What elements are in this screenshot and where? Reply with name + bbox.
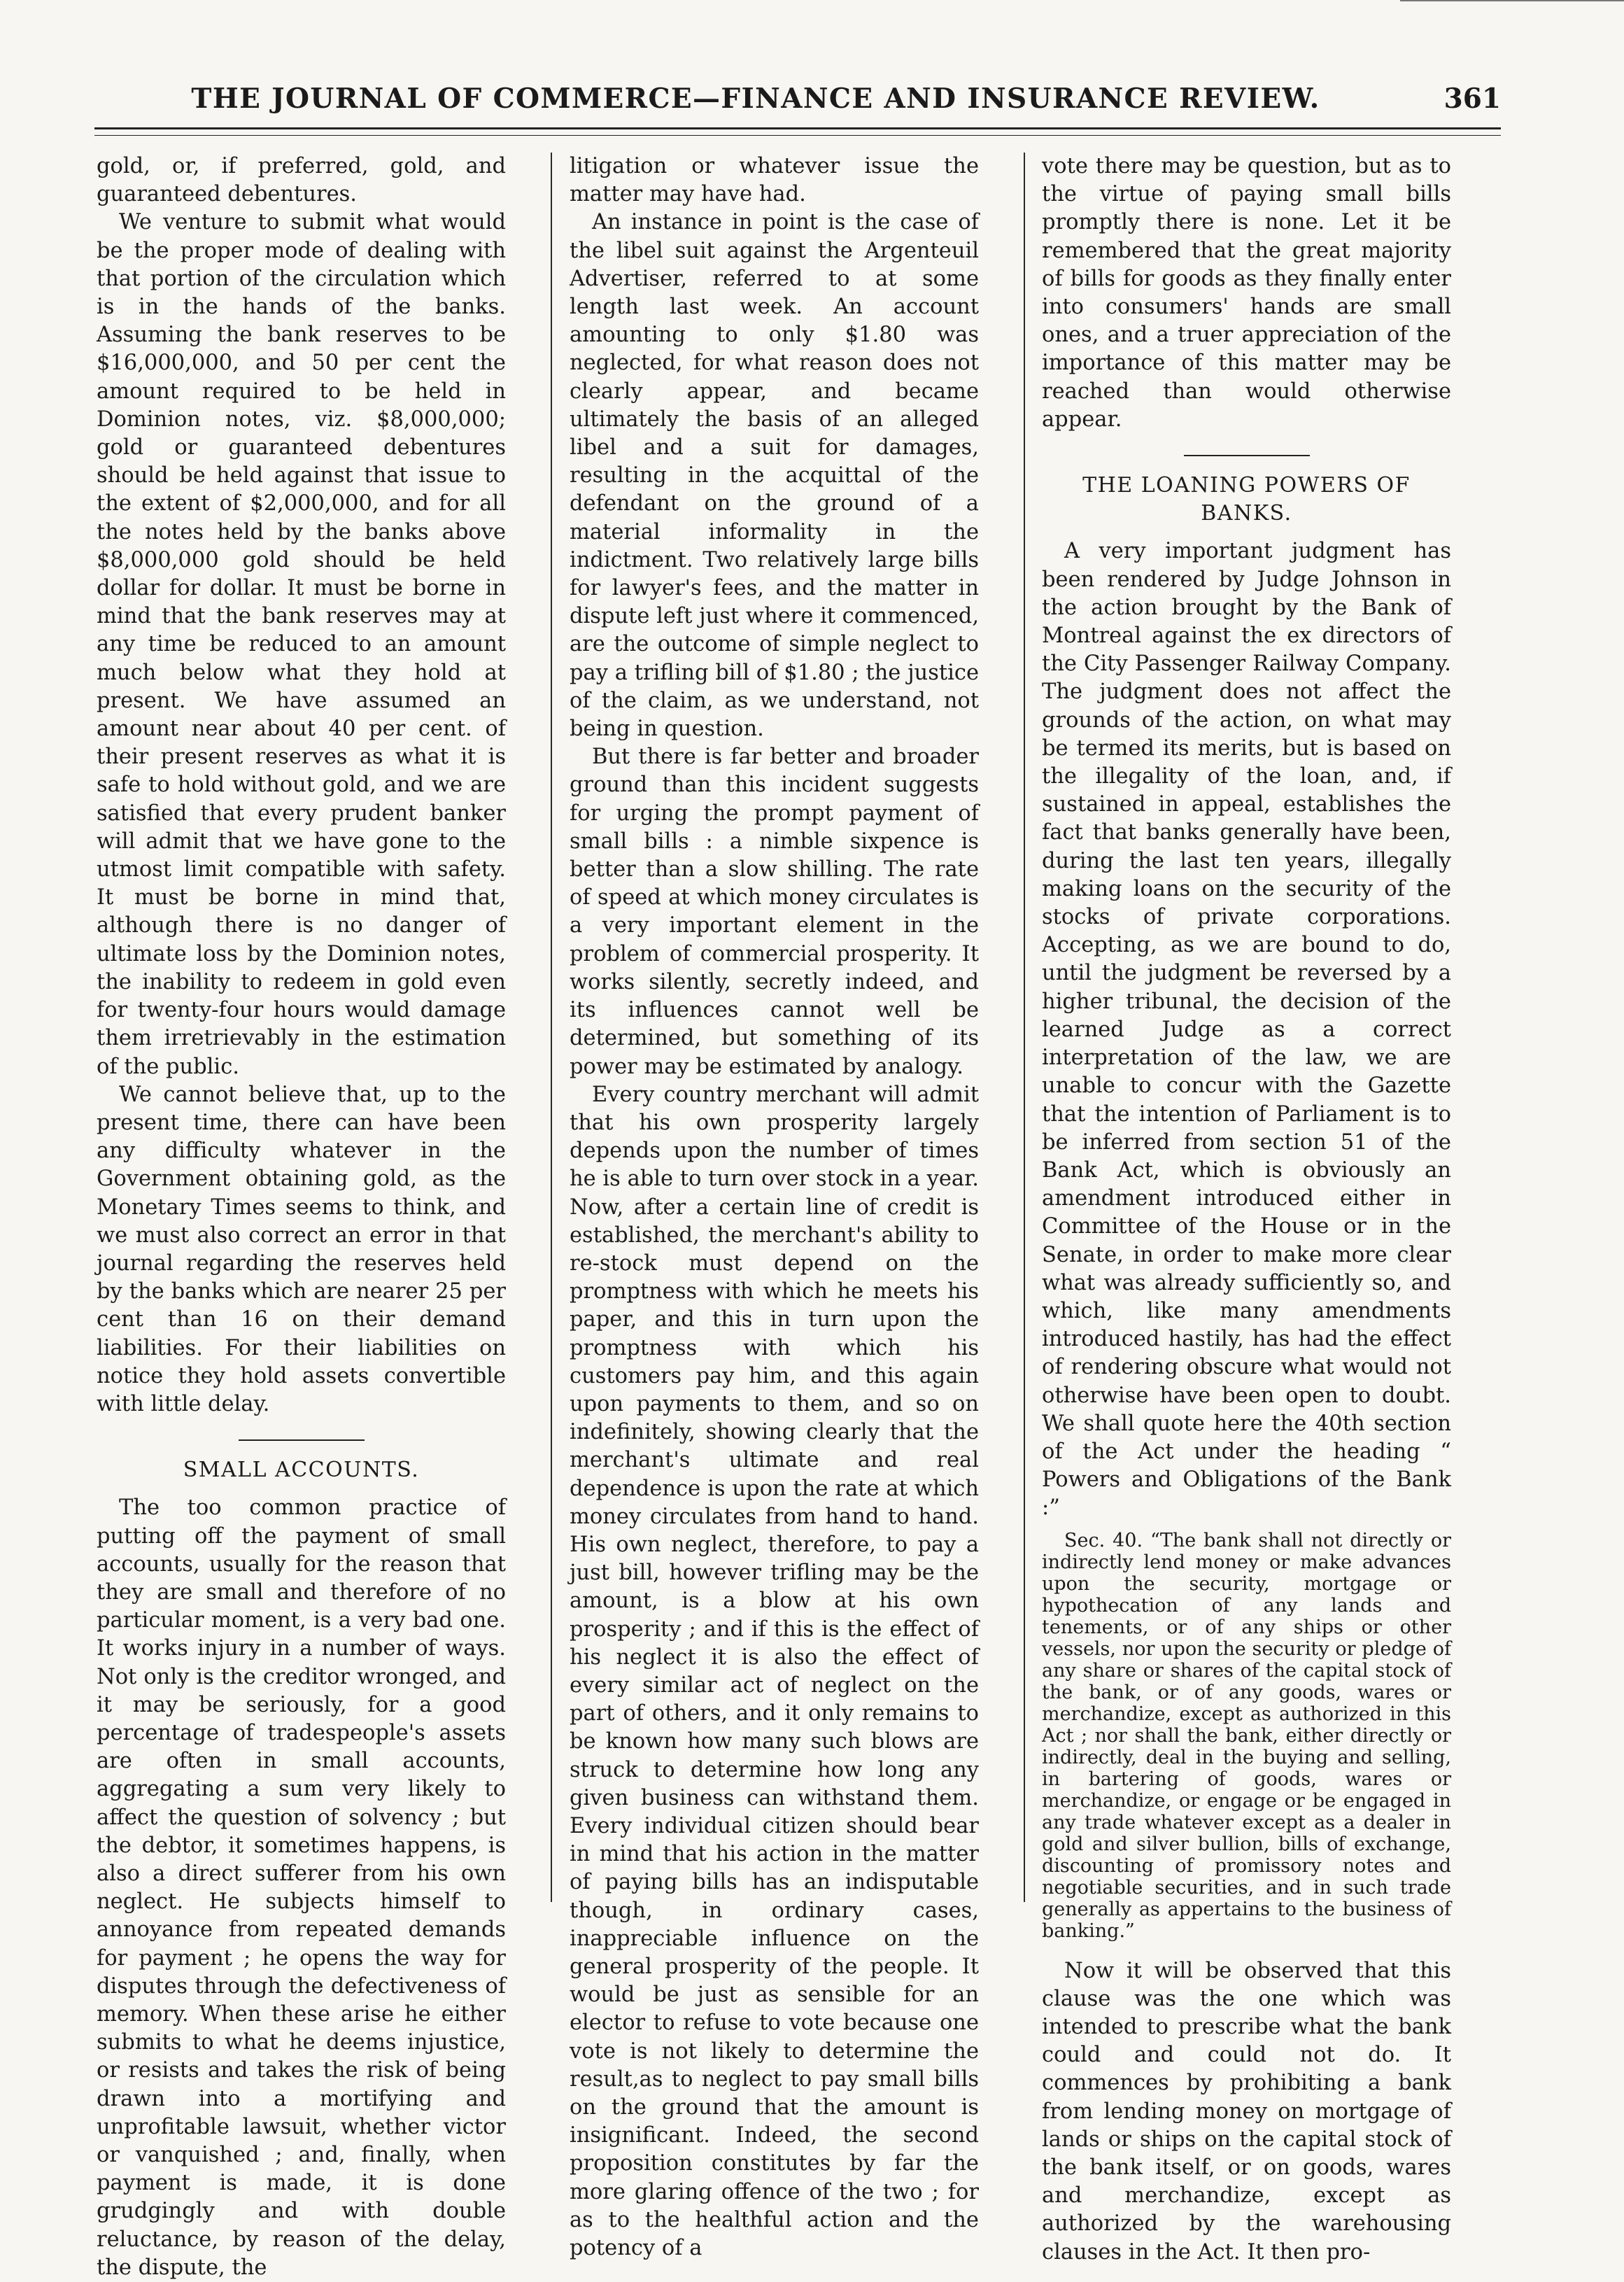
scan-edge-mark	[1400, 0, 1624, 6]
section-rule	[239, 1439, 365, 1441]
paragraph: We venture to submit what would be the proper mode of dealing with that portion of the circulation which is in the hands of the banks. Assuming the bank reserves to be $16,000,000, and 50 per cent the amount required to be held in Dominion notes, viz. $8,000,000; gold or guaranteed debentures should be held against that issue to the extent of $2,000,000, and for all the notes held by the banks above $8,000,000 gold should be held dollar for dollar. It must be borne in mind that the bank reserves may at any time be reduced to an amount much below what they hold at present. We have assumed an amount near about 40 per cent. of their present reserves as what it is safe to hold without gold, and we are satisfied that every prudent banker will admit that we have gone to the utmost limit compatible with safety. It must be borne in mind that, although there is no danger of ultimate loss by the Dominion notes, the inability to redeem in gold even for twenty-four hours would damage them irretrievably in the estimation of the public.	[97, 210, 506, 1079]
column-divider-1	[551, 153, 552, 1902]
paragraph: Now it will be observed that this clause was the one which was intended to prescribe what the bank could and could not do. It commences by prohibiting a bank from lending money on mortgage of lands or ships on the capital stock of the bank itself, or on goods, wares and merchandize, except as authorized by the warehousing clauses in the Act. It then pro-	[1042, 1958, 1451, 2265]
column-1	[97, 153, 506, 2282]
column-divider-2	[1024, 153, 1025, 1902]
quotation-text: Sec. 40. “The bank shall not directly or indirectly lend money or make advances upon the security, mortgage or hypothecation of any lands and tenements, or of any ships or other vessels, nor upon the security or pledge of any share or shares of the capital stock of the bank, or of any goods, wares or merchandize, except as authorized in this Act ; nor shall the bank, either directly or indirectly, deal in the buying and selling, in bartering of goods, wares or merchandize, or engage or be engaged in any trade whatever except as a dealer in gold and silver bullion, bills of exchange, discounting of promissory notes and negotiable securities, and in such trade generally as appertains to the business of banking.”	[1042, 1529, 1451, 1942]
section-heading-loaning-powers: THE LOANING POWERS OF BANKS.	[1082, 473, 1411, 526]
running-title: THE JOURNAL OF COMMERCE—FINANCE AND INSURANCE REVIEW.	[191, 83, 1320, 115]
paragraph: The too common practice of putting off the payment of small accounts, usually for the reason that they are small and therefore of no particular moment, is a very bad one. It works injury in a number of ways. Not only is the creditor wronged, and it may be seriously, for a good percentage of tradespeople's assets are often in small accounts, aggregating a sum very likely to affect the question of solvency ; but the debtor, it sometimes happens, is also a direct sufferer from his own neglect. He subjects himself to annoyance from repeated demands for payment ; he opens the way for disputes through the defectiveness of memory. When these arise he either submits to what he deems injustice, or resists and takes the risk of being drawn into a mortifying and unprofitable lawsuit, whether victor or vanquished ; and, finally, when payment is made, it is done grudgingly and with double reluctance, by reason of the delay, the dispute, the	[97, 1495, 506, 2280]
section-rule	[1184, 455, 1310, 456]
column-2	[570, 153, 979, 2262]
paragraph: A very important judgment has been rendered by Judge Johnson in the action brought by the Bank of Montreal against the ex directors of the City Passenger Railway Company. The judgment does not affect the grounds of the action, on what may be termed its merits, but is based on the illegality of the loan, and, if sustained in appeal, establishes the fact that banks generally have been, during the last ten years, illegally making loans on the security of the stocks of private corporations. Accepting, as we are bound to do, until the judgment be reversed by a higher tribunal, the decision of the learned Judge as a correct interpretation of the law, we are unable to concur with the Gazette that the intention of Parliament is to be inferred from section 51 of the Bank Act, which is obviously an amendment introduced either in Committee of the House or in the Senate, in order to make more clear what was already sufficiently so, and which, like many amendments introduced hastily, has had the effect of rendering obscure what would not otherwise have been open to doubt. We shall quote here the 40th section of the Act under the heading “ Powers and Obligations of the Bank :”	[1042, 539, 1451, 1521]
paragraph: litigation or whatever issue the matter may have had.	[570, 154, 979, 207]
paragraph: gold, or, if preferred, gold, and guaranteed debentures.	[97, 154, 506, 207]
paragraph: vote there may be question, but as to the virtue of paying small bills promptly there is none. Let it be remembered that the great majority of bills for goods as they finally enter into consumers' hands are small ones, and a truer appreciation of the importance of this matter may be reached than would otherwise appear.	[1042, 154, 1451, 432]
column-3	[1042, 153, 1451, 2267]
header-rule	[94, 127, 1501, 136]
page-number: 361	[1443, 83, 1501, 115]
section-heading-small-accounts: SMALL ACCOUNTS.	[183, 1458, 420, 1483]
paragraph: An instance in point is the case of the libel suit against the Argenteuil Advertiser, referred to at some length last week. An account amounting to only $1.80 was neglected, for what reason does not clearly appear, and became ultimately the basis of an alleged libel and a suit for damages, resulting in the acquittal of the defendant on the ground of a material informality in the indictment. Two relatively large bills for lawyer's fees, and the matter in dispute left just where it commenced, are the outcome of simple neglect to pay a trifling bill of $1.80 ; the justice of the claim, as we understand, not being in question.	[570, 210, 980, 742]
page-header	[94, 83, 1501, 125]
paragraph: Every country merchant will admit that his own prosperity largely depends upon the number of times he is able to turn over stock in a year. Now, after a certain line of credit is established, the merchant's ability to re-stock must depend on the promptness with which he meets his paper, and this in turn upon the promptness with which his customers pay him, and this again upon payments to them, and so on indefinitely, showing clearly that the merchant's ultimate and real dependence is upon the rate at which money circulates from hand to hand. His own neglect, therefore, to pay a just bill, however trifling may be the amount, is a blow at his own prosperity ; and if this is the effect of his neglect it is also the effect of every similar act of neglect on the part of others, and it only remains to be known how many such blows are struck to determine how long any given business can withstand them. Every individual citizen should bear in mind that his action in the matter of paying bills has an indisputable though, in ordinary cases, inappreciable influence on the general prosperity of the people. It would be just as sensible for an elector to refuse to vote because one vote is not likely to determine the result,as to neglect to pay small bills on the ground that the amount is insignificant. Indeed, the second proposition constitutes by far the more glaring offence of the two ; for as to the healthful action and the potency of a	[570, 1082, 979, 2261]
paragraph: We cannot believe that, up to the present time, there can have been any difficulty whatever in the Government obtaining gold, as the Monetary Times seems to think, and we must also correct an error in that journal regarding the reserves held by the banks which are nearer 25 per cent than 16 on their demand liabilities. For their liabilities on notice they hold assets convertible with little delay.	[97, 1082, 506, 1416]
statute-quotation	[1042, 1530, 1451, 1942]
paragraph: But there is far better and broader ground than this incident suggests for urging the prompt payment of small bills : a nimble sixpence is better than a slow shilling. The rate of speed at which money circulates is a very important element in the problem of commercial prosperity. It works silently, secretly indeed, and its influences cannot well be determined, but something of its power may be estimated by analogy.	[570, 745, 979, 1079]
